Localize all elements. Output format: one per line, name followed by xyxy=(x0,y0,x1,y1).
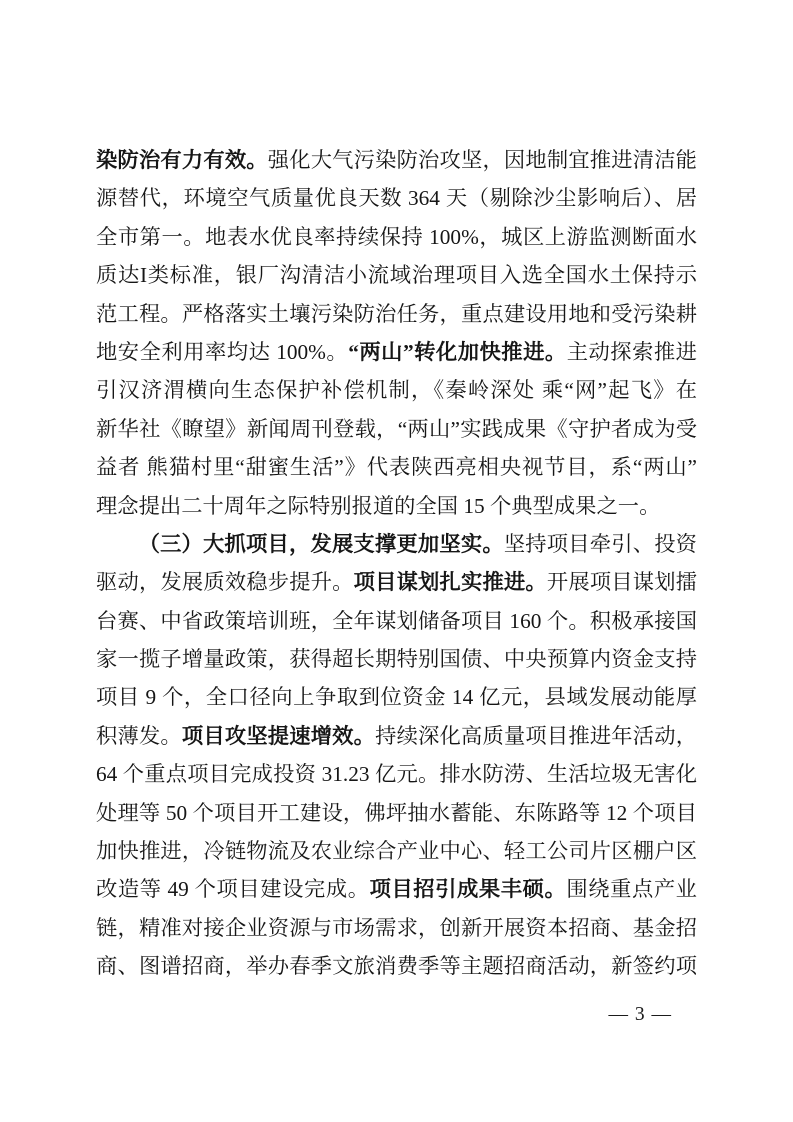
text-line xyxy=(96,678,697,716)
bold-heading-run: 项目招引成果丰硕。 xyxy=(369,877,567,902)
bold-heading-run: 项目攻坚提速增效。 xyxy=(181,723,376,748)
text-line xyxy=(96,909,697,947)
text-line xyxy=(96,563,697,601)
text-line xyxy=(96,525,697,563)
text-line xyxy=(96,832,697,870)
body-text-run: 家一揽子增量政策，获得超长期特别国债、中央预算内资金支持 xyxy=(96,647,697,672)
text-line xyxy=(96,602,697,640)
text-line xyxy=(96,755,697,793)
body-text-run: 加快推进，冷链物流及农业综合产业中心、轻工公司片区棚户区 xyxy=(96,839,697,864)
bold-heading-run: 染防治有力有效。 xyxy=(96,148,268,172)
body-text-run: 新华社《瞭望》新闻周刊登载，“两山”实践成果《守护者成为受 xyxy=(96,416,697,441)
body-text-run: 驱动，发展质效稳步提升。 xyxy=(96,570,354,595)
bold-heading-run: “两山”转化加快推进。 xyxy=(348,339,567,364)
text-line xyxy=(96,870,697,908)
body-text-run: 地安全利用率均达 100%。 xyxy=(96,339,349,364)
text-line xyxy=(96,640,697,678)
body-text-run: 强化大气污染防治攻坚，因地制宜推进清洁能 xyxy=(267,148,697,172)
text-line xyxy=(96,256,697,294)
text-line xyxy=(96,333,697,371)
page-number: — 3 — xyxy=(608,1004,672,1025)
text-line xyxy=(96,794,697,832)
body-text-run: 链，精准对接企业资源与市场需求，创新开展资本招商、基金招 xyxy=(96,915,697,940)
body-text-run: 围绕重点产业 xyxy=(566,877,697,902)
body-text-run: 持续深化高质量项目推进年活动， xyxy=(375,723,697,748)
body-text-run: 项目 9 个，全口径向上争取到位资金 14 亿元，县域发展动能厚 xyxy=(96,685,697,710)
text-line xyxy=(96,410,697,448)
text-line xyxy=(96,717,697,755)
text-line xyxy=(96,141,697,179)
body-text-run: 主动探索推进 xyxy=(566,339,697,364)
text-line xyxy=(96,448,697,486)
text-line xyxy=(96,179,697,217)
body-text-run: 范工程。严格落实土壤污染防治任务，重点建设用地和受污染耕 xyxy=(96,301,697,326)
body-text-run: 处理等 50 个项目开工建设，佛坪抽水蓄能、东陈路等 12 个项目 xyxy=(96,800,697,825)
body-text-run: 台赛、中省政策培训班，全年谋划储备项目 160 个。积极承接国 xyxy=(96,608,697,633)
text-line xyxy=(96,371,697,409)
body-text-run: 坚持项目牵引、投资 xyxy=(503,531,697,556)
bold-heading-run: （三）大抓项目，发展支撑更加坚实。 xyxy=(138,531,504,556)
body-text-run: 理念提出二十周年之际特别报道的全国 15 个典型成果之一。 xyxy=(96,493,661,518)
body-text-run: 引汉济渭横向生态保护补偿机制，《秦岭深处 乘“网”起飞》在 xyxy=(96,378,697,403)
body-text-run: 商、图谱招商，举办春季文旅消费季等主题招商活动，新签约项 xyxy=(96,954,697,979)
body-text-run: 益者 熊猫村里“甜蜜生活”》代表陕西亮相央视节目，系“两山” xyxy=(96,455,697,480)
body-text-run: 全市第一。地表水优良率持续保持 100%，城区上游监测断面水 xyxy=(96,224,697,249)
text-line xyxy=(96,947,697,985)
body-text-run: 积薄发。 xyxy=(96,723,182,748)
bold-heading-run: 项目谋划扎实推进。 xyxy=(353,570,547,595)
body-text-run: 64 个重点项目完成投资 31.23 亿元。排水防涝、生活垃圾无害化 xyxy=(96,762,697,787)
body-text-run: 质达I类标准，银厂沟清洁小流域治理项目入选全国水土保持示 xyxy=(96,263,697,288)
text-line xyxy=(96,295,697,333)
body-text-run: 开展项目谋划擂 xyxy=(546,570,697,595)
document-body xyxy=(96,141,697,986)
body-text-run: 源替代，环境空气质量优良天数 364 天（剔除沙尘影响后）、居 xyxy=(96,186,697,211)
body-text-run: 改造等 49 个项目建设完成。 xyxy=(96,877,370,902)
text-line xyxy=(96,487,697,525)
text-line xyxy=(96,218,697,256)
